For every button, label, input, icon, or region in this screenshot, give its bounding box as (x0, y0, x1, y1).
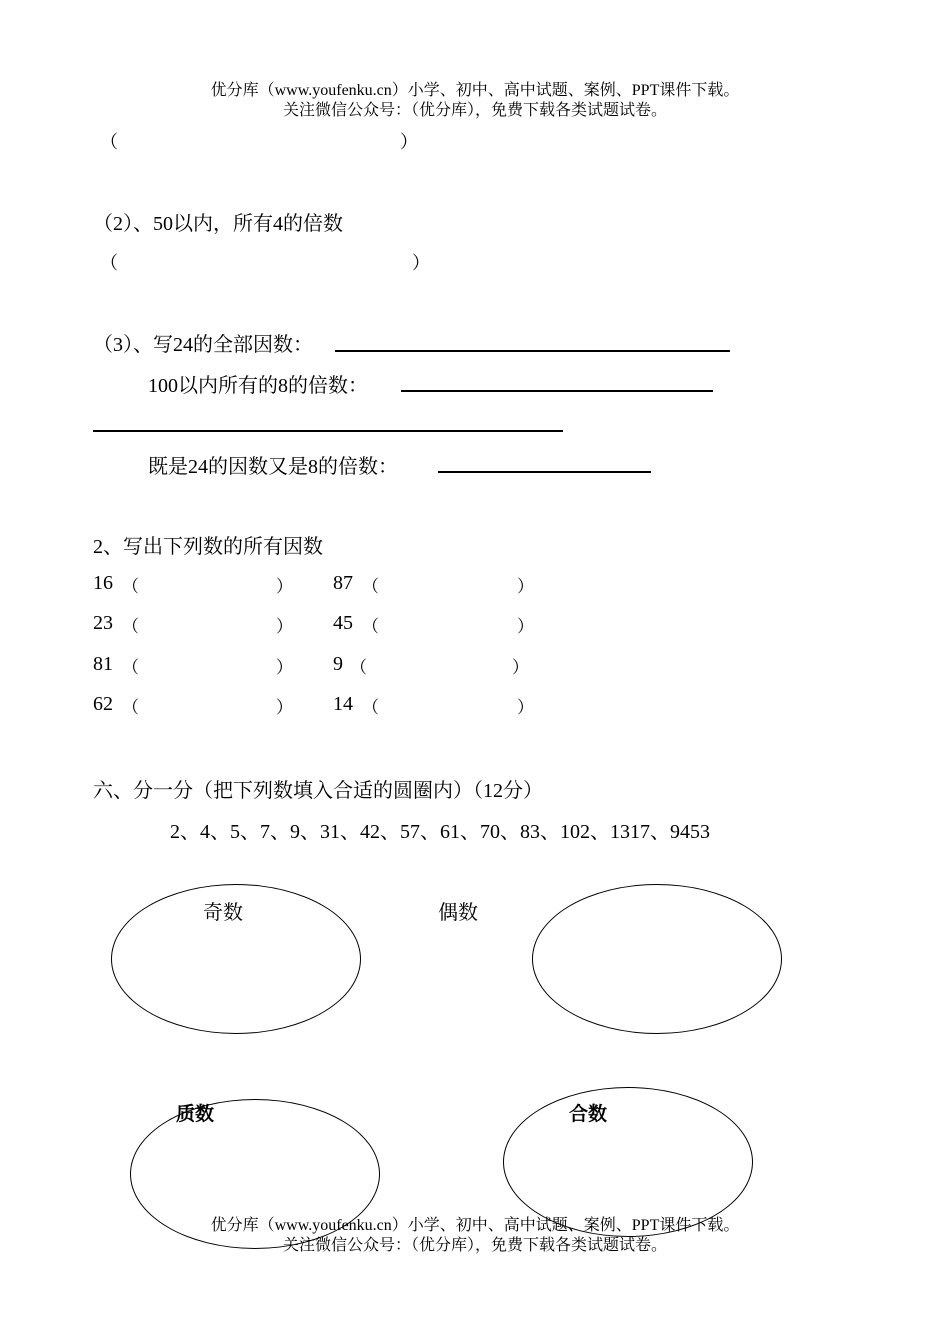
prime-numbers-label: 质数 (176, 1104, 215, 1125)
factor-number-right: 87 (333, 572, 353, 594)
header-line-2: 关注微信公众号：（优分库），免费下载各类试题试卷。 (282, 102, 667, 119)
paren-open: （ (362, 577, 379, 596)
question-3-label (93, 328, 313, 357)
paren-open: （ (122, 617, 139, 636)
odd-numbers-label: 奇数 (203, 902, 243, 924)
paren-open: （ (122, 658, 139, 677)
footer-line-2: 关注微信公众号：（优分库），免费下载各类试题试卷。 (282, 1237, 667, 1254)
q3-multiples-label: 100以内所有的8的倍数： (148, 375, 368, 397)
factor-number-left: 23 (93, 612, 113, 634)
question-2-label: （2）、50以内，所有4的倍数 (93, 213, 343, 235)
even-numbers-label: 偶数 (438, 902, 478, 924)
paren-open: （ (362, 698, 379, 717)
answer-paren-close: ） (400, 132, 418, 152)
q3-multiples-answer-line-2[interactable] (93, 430, 563, 432)
factor-number-right: 9 (333, 653, 343, 675)
q3-colon: ： (293, 334, 313, 356)
section-2-title: 2、写出下列数的所有因数 (93, 536, 323, 558)
paren-open: （ (362, 617, 379, 636)
number-list: 2、4、5、7、9、31、42、57、61、70、83、102、1317、9453 (170, 821, 710, 843)
q3-multiples-answer-line[interactable] (401, 390, 713, 392)
q3-label-text: （3）、写24的全部因数 (93, 334, 293, 356)
paren-close: ） (517, 577, 534, 596)
paren-close: ） (276, 698, 293, 717)
answer-paren-open: （ (100, 132, 118, 152)
paren-open: （ (122, 698, 139, 717)
factor-number-left: 81 (93, 653, 113, 675)
paren-close: ） (517, 698, 534, 717)
paren-open: （ (122, 577, 139, 596)
paren-open: （ (350, 658, 367, 677)
paren-close: ） (512, 658, 529, 677)
factor-number-left: 16 (93, 572, 113, 594)
factor-number-right: 45 (333, 612, 353, 634)
section-6-title: 六、分一分（把下列数填入合适的圆圈内）（12分） (93, 780, 543, 802)
q2-paren-close: ） (412, 253, 430, 273)
factor-number-right: 14 (333, 693, 353, 715)
footer-line-1: 优分库（www.youfenku.cn）小学、初中、高中试题、案例、PPT课件下载。 (210, 1217, 740, 1234)
q3-both-label: 既是24的因数又是8的倍数： (148, 456, 398, 478)
paren-close: ） (517, 617, 534, 636)
paren-close: ） (276, 658, 293, 677)
composite-numbers-label: 合数 (569, 1104, 608, 1125)
q3-factors-answer-line[interactable] (335, 350, 730, 352)
even-numbers-circle[interactable] (532, 884, 782, 1034)
paren-close: ） (276, 577, 293, 596)
factor-number-left: 62 (93, 693, 113, 715)
q3-both-answer-line[interactable] (438, 471, 651, 473)
paren-close: ） (276, 617, 293, 636)
header-line-1: 优分库（www.youfenku.cn）小学、初中、高中试题、案例、PPT课件下载。 (210, 82, 740, 99)
q2-paren-open: （ (100, 253, 118, 273)
